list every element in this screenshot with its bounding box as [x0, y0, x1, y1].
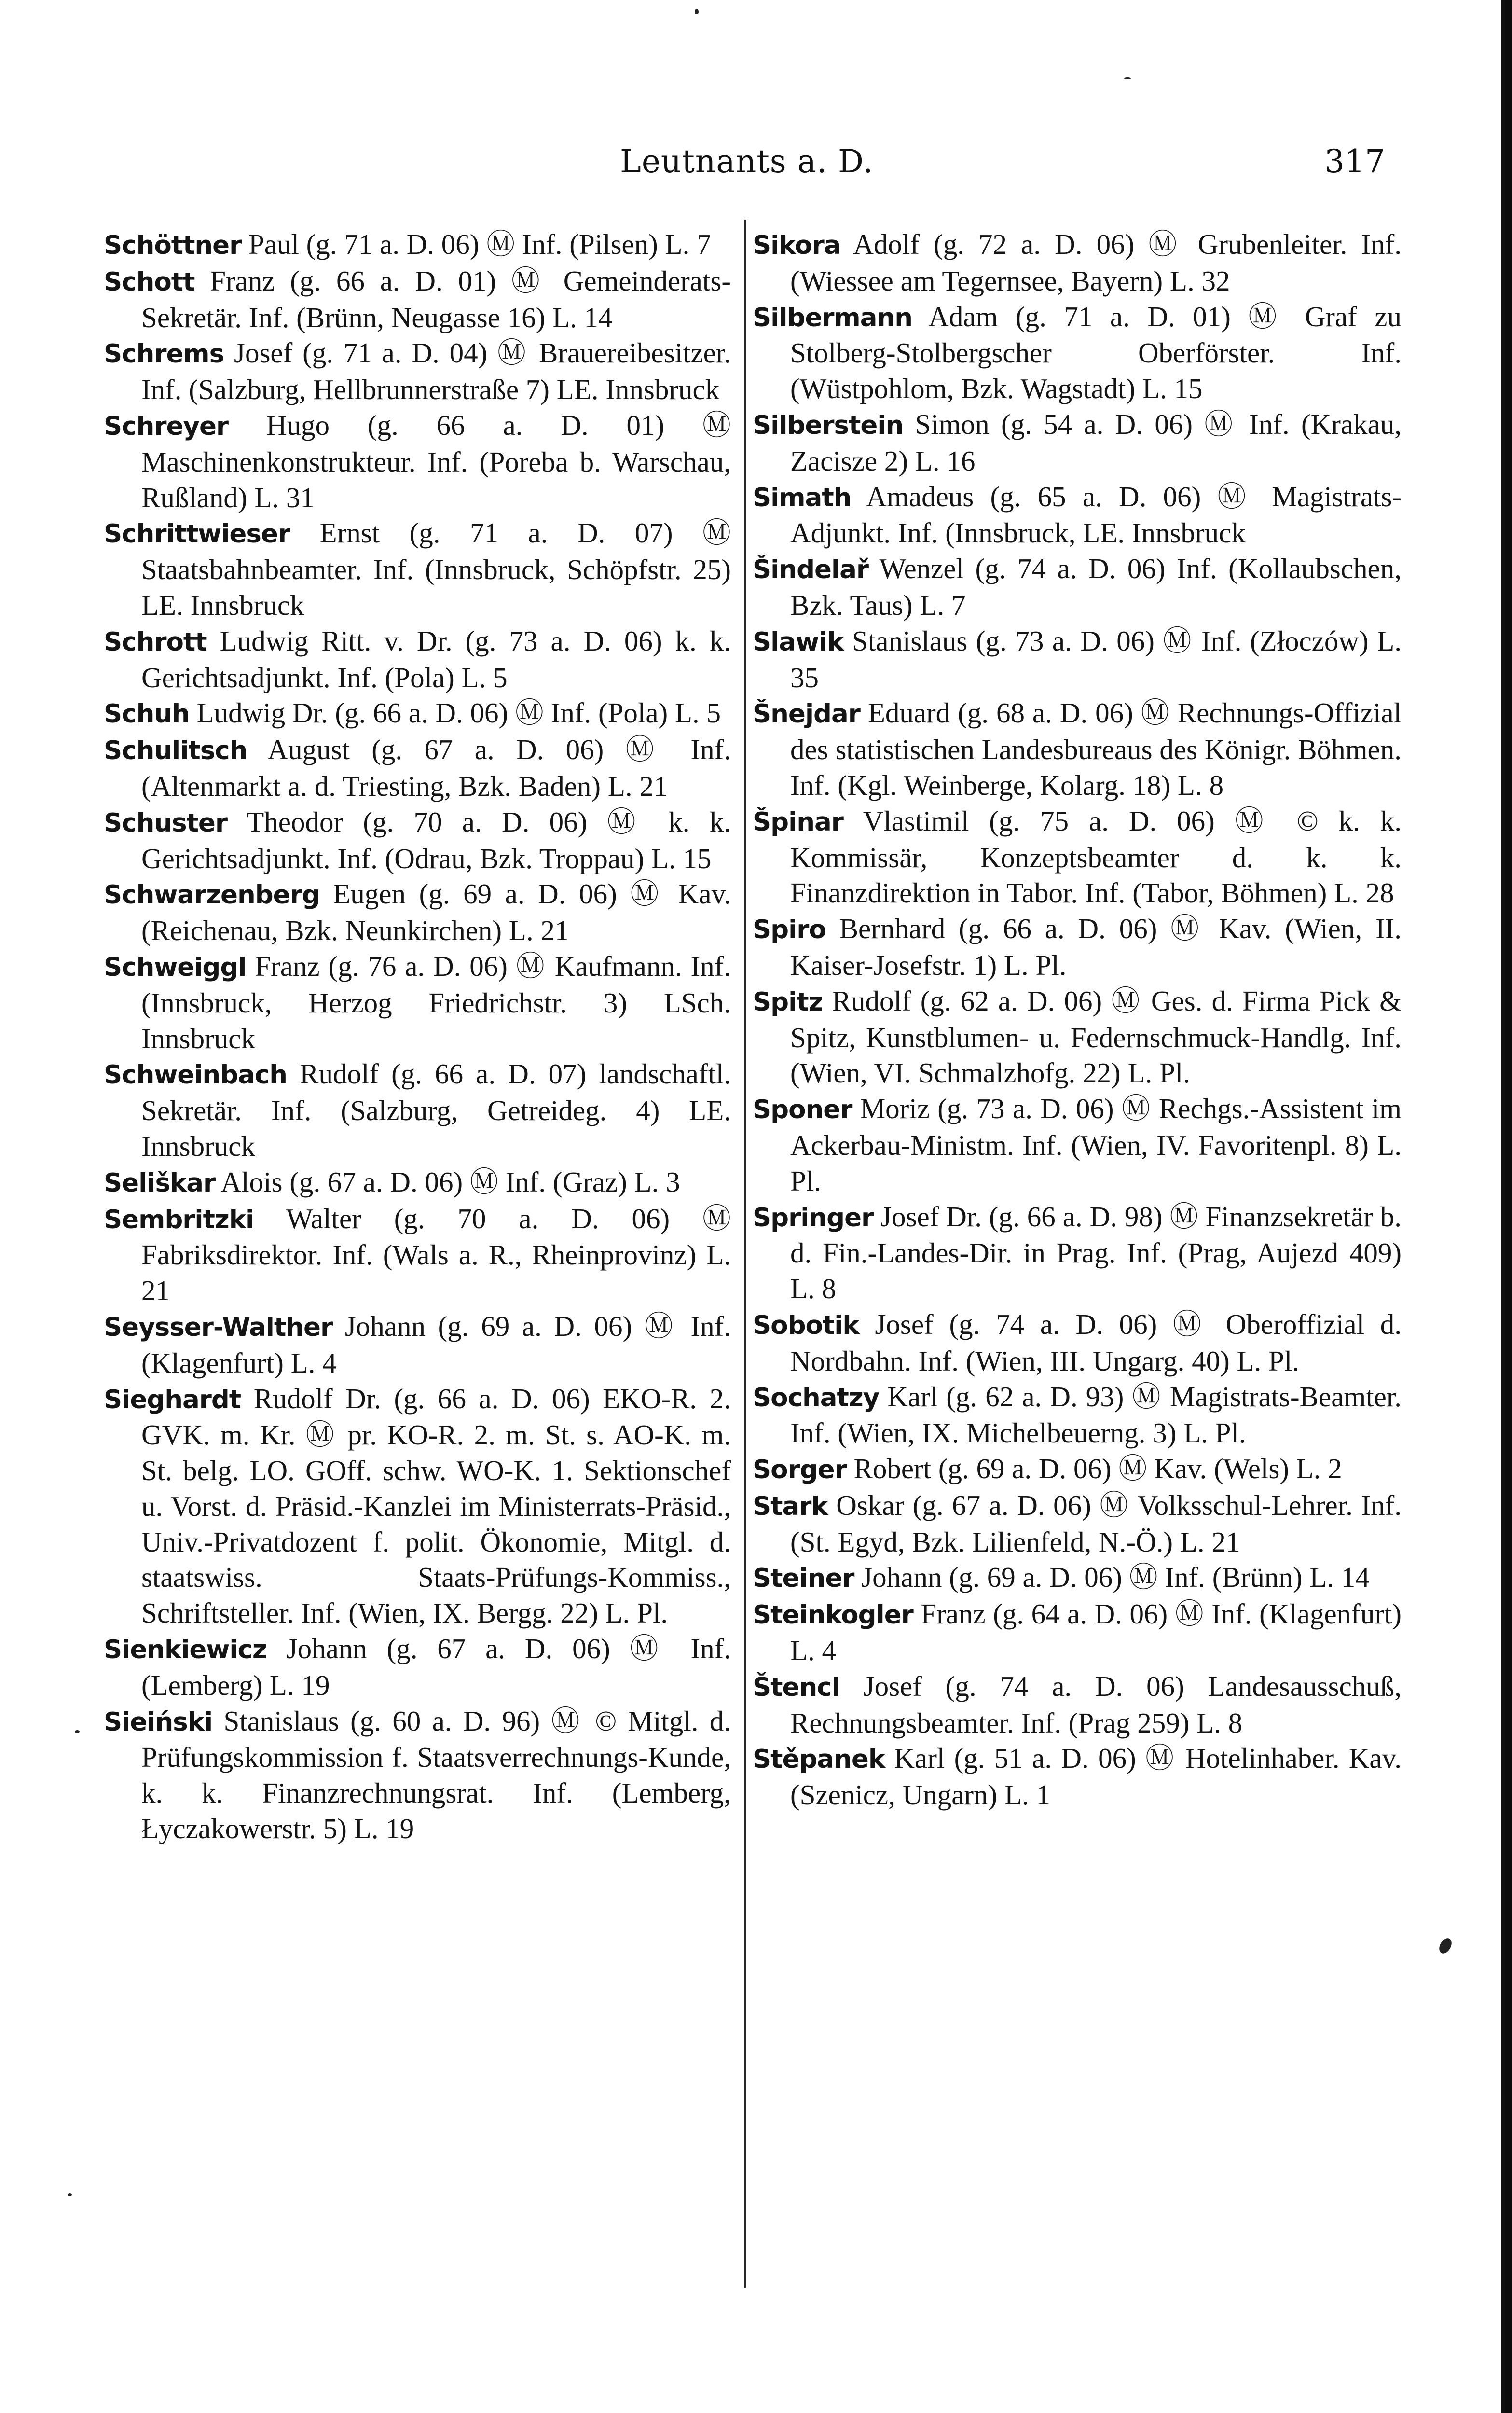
- directory-entry: [753, 1379, 1402, 1452]
- directory-entry: [104, 408, 731, 515]
- entry-details: Rudolf (g. 62 a. D. 06) Ⓜ Ges. d. Firma Pick & Spitz, Kunstblumen- u. Federnschmuck-Handlg. Inf. (Wien, VI. Schmalzhofg. 22) L. Pl.: [790, 985, 1402, 1089]
- entry-surname: Steinkogler: [753, 1600, 913, 1630]
- entry-surname: Simath: [753, 483, 852, 513]
- entry-surname: Špinar: [753, 807, 843, 837]
- entry-details: Adam (g. 71 a. D. 01) Ⓜ Graf zu Stolberg-Stolbergscher Oberförster. Inf. (Wüstpohlom, Bzk. Wagstadt) L. 15: [790, 300, 1402, 405]
- entry-surname: Schrittwieser: [104, 519, 290, 549]
- directory-entry: [104, 949, 731, 1056]
- entry-surname: Slawik: [753, 627, 844, 657]
- running-head: Leutnants a. D.: [620, 143, 874, 180]
- directory-entry: [753, 1307, 1402, 1379]
- entry-details: Walter (g. 70 a. D. 06) Ⓜ Fabriksdirektor. Inf. (Wals a. R., Rheinprovinz) L. 21: [141, 1202, 731, 1307]
- entry-surname: Springer: [753, 1203, 874, 1233]
- directory-entry: [753, 624, 1402, 696]
- directory-entry: [753, 1488, 1402, 1560]
- directory-entry: [753, 1596, 1402, 1669]
- entry-details: Robert (g. 69 a. D. 06) Ⓜ Kav. (Wels) L. 2: [853, 1453, 1342, 1485]
- entry-details: Bernhard (g. 66 a. D. 06) Ⓜ Kav. (Wien, II. Kaiser-Josefstr. 1) L. Pl.: [790, 913, 1402, 981]
- entry-details: Rudolf Dr. (g. 66 a. D. 06) EKO-R. 2. GVK. m. Kr. Ⓜ pr. KO-R. 2. m. St. s. AO-K. m. St. belg. LO. GOff. schw. WO-K. 1. Sektionschef u. Vorst. d. Präsid.-Kanzlei im Ministerrats-Präsid., Univ.-Privatdozent f. polit. Ökonomie, Mitgl. d. staatswiss. Staats-Prüfungs-Kommiss., Schriftsteller. Inf. (Wien, IX. Bergg. 22) L. Pl.: [141, 1382, 731, 1629]
- entry-details: Franz (g. 64 a. D. 06) Ⓜ Inf. (Klagenfurt) L. 4: [790, 1598, 1402, 1667]
- directory-entry: [104, 804, 731, 877]
- entry-details: Josef (g. 71 a. D. 04) Ⓜ Brauereibesitzer. Inf. (Salzburg, Hellbrunnerstraße 7) LE. Innsbruck: [141, 337, 731, 406]
- ink-speck: [1437, 1936, 1454, 1955]
- entry-details: Ludwig Ritt. v. Dr. (g. 73 a. D. 06) k. k. Gerichtsadjunkt. Inf. (Pola) L. 5: [141, 624, 731, 693]
- entry-surname: Sieghardt: [104, 1385, 241, 1415]
- entry-surname: Seliškar: [104, 1168, 216, 1198]
- entry-details: Theodor (g. 70 a. D. 06) Ⓜ k. k. Gerichtsadjunkt. Inf. (Odrau, Bzk. Troppau) L. 15: [141, 805, 731, 874]
- right-column: [753, 227, 1402, 1813]
- entry-details: Johann (g. 67 a. D. 06) Ⓜ Inf. (Lemberg) L. 19: [141, 1633, 731, 1701]
- directory-entry: [104, 1309, 731, 1381]
- entry-details: Eugen (g. 69 a. D. 06) Ⓜ Kav. (Reichenau, Bzk. Neunkirchen) L. 21: [141, 878, 731, 947]
- entry-surname: Sochatzy: [753, 1383, 880, 1413]
- ink-speck: [75, 1730, 80, 1733]
- directory-entry: [104, 695, 731, 732]
- entry-details: August (g. 67 a. D. 06) Ⓜ Inf. (Altenmarkt a. d. Triesting, Bzk. Baden) L. 21: [141, 734, 731, 802]
- entry-surname: Schreyer: [104, 411, 229, 441]
- entry-details: Josef (g. 74 a. D. 06) Ⓜ Oberoffizial d. Nordbahn. Inf. (Wien, III. Ungarg. 40) L. Pl.: [790, 1308, 1402, 1377]
- entry-details: Adolf (g. 72 a. D. 06) Ⓜ Grubenleiter. Inf. (Wiessee am Tegernsee, Bayern) L. 32: [790, 228, 1402, 297]
- entry-surname: Silbermann: [753, 303, 912, 333]
- entry-surname: Sobotik: [753, 1310, 859, 1340]
- ink-speck: [1124, 77, 1131, 79]
- directory-entry: [104, 1201, 731, 1309]
- directory-entry: [753, 804, 1402, 911]
- entry-surname: Schuster: [104, 808, 228, 838]
- directory-entry: [104, 732, 731, 804]
- entry-details: Vlastimil (g. 75 a. D. 06) Ⓜ © k. k. Kommissär, Konzeptsbeamter d. k. k. Finanzdirektion in Tabor. Inf. (Tabor, Böhmen) L. 28: [790, 804, 1402, 909]
- entry-details: Franz (g. 76 a. D. 06) Ⓜ Kaufmann. Inf. (Innsbruck, Herzog Friedrichstr. 3) LSch. Innsbruck: [141, 950, 731, 1054]
- entry-surname: Sienkiewicz: [104, 1635, 267, 1665]
- directory-entry: [753, 1741, 1402, 1813]
- entry-surname: Schweinbach: [104, 1060, 287, 1090]
- directory-entry: [104, 335, 731, 408]
- entry-details: Johann (g. 69 a. D. 06) Ⓜ Inf. (Brünn) L. 14: [861, 1561, 1370, 1594]
- entry-surname: Sorger: [753, 1455, 847, 1485]
- entry-surname: Spitz: [753, 987, 823, 1017]
- entry-details: Alois (g. 67 a. D. 06) Ⓜ Inf. (Graz) L. 3: [220, 1165, 680, 1198]
- entry-details: Moriz (g. 73 a. D. 06) Ⓜ Rechgs.-Assistent im Ackerbau-Ministm. Inf. (Wien, IV. Favoritenpl. 8) L. Pl.: [790, 1093, 1402, 1197]
- entry-surname: Seysser-Walther: [104, 1312, 333, 1342]
- left-column: [104, 227, 731, 1847]
- page-number: 317: [1324, 143, 1385, 180]
- entry-surname: Schrott: [104, 627, 207, 657]
- entry-surname: Steiner: [753, 1564, 854, 1594]
- entry-details: Josef (g. 74 a. D. 06) Landesausschuß, Rechnungsbeamter. Inf. (Prag 259) L. 8: [790, 1670, 1402, 1739]
- entry-surname: Šindelař: [753, 555, 869, 585]
- directory-entry: [753, 407, 1402, 479]
- entry-surname: Štencl: [753, 1672, 840, 1702]
- directory-entry: [104, 227, 731, 263]
- ink-speck: [695, 9, 699, 14]
- directory-entry: [753, 1669, 1402, 1741]
- entry-surname: Schweiggl: [104, 952, 247, 982]
- entry-details: Rudolf (g. 66 a. D. 07) landschaftl. Sekretär. Inf. (Salzburg, Getreideg. 4) LE. Innsbruck: [141, 1058, 731, 1162]
- directory-entry: [753, 1199, 1402, 1307]
- entry-details: Hugo (g. 66 a. D. 01) Ⓜ Maschinenkonstrukteur. Inf. (Poreba b. Warschau, Rußland) L. 31: [141, 409, 731, 513]
- directory-entry: [104, 1381, 731, 1632]
- entry-details: Paul (g. 71 a. D. 06) Ⓜ Inf. (Pilsen) L. 7: [248, 228, 711, 260]
- entry-surname: Spiro: [753, 915, 826, 945]
- entry-surname: Stěpanek: [753, 1745, 885, 1775]
- directory-entry: [104, 876, 731, 949]
- entry-details: Franz (g. 66 a. D. 01) Ⓜ Gemeinderats-Sekretär. Inf. (Brünn, Neugasse 16) L. 14: [141, 264, 731, 333]
- column-divider: [744, 220, 746, 2288]
- entry-details: Amadeus (g. 65 a. D. 06) Ⓜ Magistrats-Adjunkt. Inf. (Innsbruck, LE. Innsbruck: [790, 480, 1402, 549]
- entry-details: Simon (g. 54 a. D. 06) Ⓜ Inf. (Krakau, Zacisze 2) L. 16: [790, 408, 1402, 477]
- entry-surname: Schrems: [104, 339, 224, 369]
- directory-entry: [104, 263, 731, 336]
- directory-entry: [753, 1560, 1402, 1596]
- directory-entry: [753, 1091, 1402, 1199]
- entry-details: Stanislaus (g. 73 a. D. 06) Ⓜ Inf. (Złoczów) L. 35: [790, 624, 1402, 693]
- entry-surname: Schulitsch: [104, 736, 247, 766]
- directory-entry: [753, 299, 1402, 407]
- directory-entry: [753, 1451, 1402, 1488]
- entry-details: Oskar (g. 67 a. D. 06) Ⓜ Volksschul-Lehrer. Inf. (St. Egyd, Bzk. Lilienfeld, N.-Ö.) L. 21: [790, 1489, 1402, 1558]
- entry-details: Johann (g. 69 a. D. 06) Ⓜ Inf. (Klagenfurt) L. 4: [141, 1310, 731, 1379]
- entry-surname: Silberstein: [753, 410, 904, 440]
- entry-surname: Sponer: [753, 1095, 852, 1125]
- entry-surname: Šnejdar: [753, 699, 860, 729]
- entry-details: Ludwig Dr. (g. 66 a. D. 06) Ⓜ Inf. (Pola) L. 5: [196, 697, 721, 729]
- entry-surname: Schöttner: [104, 231, 242, 260]
- entry-details: Karl (g. 62 a. D. 93) Ⓜ Magistrats-Beamter. Inf. (Wien, IX. Michelbeuerng. 3) L. Pl.: [790, 1380, 1402, 1449]
- entry-surname: Sembritzki: [104, 1205, 254, 1234]
- entry-details: Josef Dr. (g. 66 a. D. 98) Ⓜ Finanzsekretär b. d. Fin.-Landes-Dir. in Prag. Inf. (Prag, Aujezd 409) L. 8: [790, 1200, 1402, 1305]
- entry-details: Ernst (g. 71 a. D. 07) Ⓜ Staatsbahnbeamter. Inf. (Innsbruck, Schöpfstr. 25) LE. Innsbruck: [141, 517, 731, 621]
- entry-details: Eduard (g. 68 a. D. 06) Ⓜ Rechnungs-Offizial des statistischen Landesbureaus des Königr. Böhmen. Inf. (Kgl. Weinberge, Kolarg. 18) L. 8: [790, 697, 1402, 801]
- entry-surname: Stark: [753, 1491, 828, 1521]
- directory-entry: [104, 1165, 731, 1201]
- directory-entry: [104, 1704, 731, 1847]
- entry-surname: Sikora: [753, 231, 841, 260]
- directory-entry: [753, 911, 1402, 984]
- directory-entry: [753, 551, 1402, 624]
- entry-details: Wenzel (g. 74 a. D. 06) Inf. (Kollaubschen, Bzk. Taus) L. 7: [790, 553, 1402, 621]
- directory-entry: [753, 479, 1402, 552]
- directory-entry: [753, 695, 1402, 803]
- ink-speck: [68, 2193, 72, 2196]
- directory-entry: [104, 1056, 731, 1164]
- directory-entry: [104, 624, 731, 696]
- entry-surname: Sieiński: [104, 1707, 213, 1737]
- entry-details: Stanislaus (g. 60 a. D. 96) Ⓜ © Mitgl. d. Prüfungskommission f. Staatsverrechnungs-Kunde, k. k. Finanzrechnungsrat. Inf. (Lemberg, Łyczakowerstr. 5) L. 19: [141, 1705, 731, 1845]
- directory-entry: [753, 984, 1402, 1091]
- directory-entry: [104, 515, 731, 623]
- directory-entry: [753, 227, 1402, 299]
- entry-details: Karl (g. 51 a. D. 06) Ⓜ Hotelinhaber. Kav. (Szenicz, Ungarn) L. 1: [790, 1742, 1402, 1811]
- entry-surname: Schuh: [104, 699, 190, 729]
- entry-surname: Schwarzenberg: [104, 880, 320, 910]
- directory-entry: [104, 1631, 731, 1704]
- entry-surname: Schott: [104, 267, 195, 297]
